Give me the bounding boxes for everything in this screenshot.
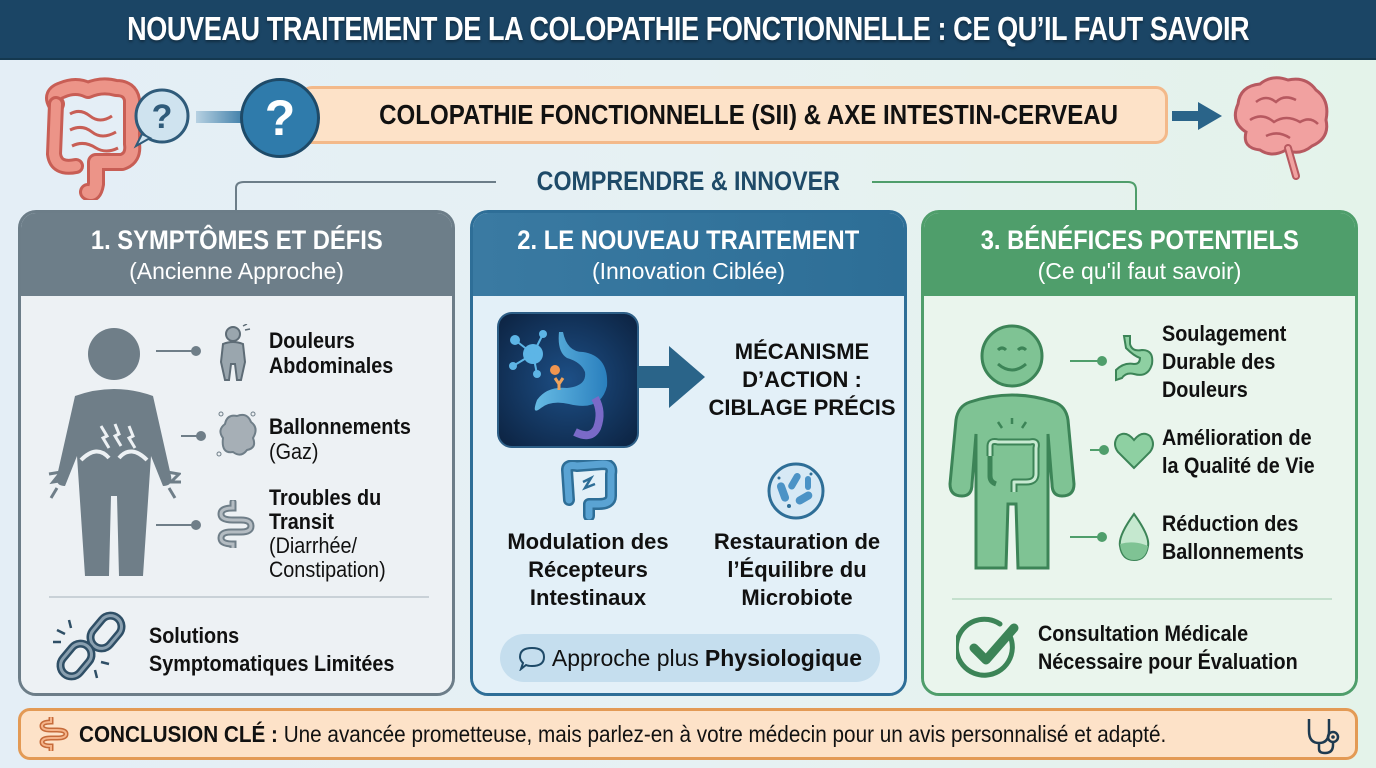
panel-symptoms [18,210,455,696]
conclusion-banner [18,708,1358,760]
microbiota-restoration: Restauration de l’Équilibre du Microbiote [713,529,881,610]
symptom-bloating: Ballonnements (Gaz) [269,414,411,464]
panel-new-treatment [470,210,907,696]
panel-subtitle: (Ce qu'il faut savoir) [1037,257,1242,284]
title-bar [0,0,1376,60]
page-title: NOUVEAU TRAITEMENT DE LA COLOPATHIE FONCTIONNELLE : CE QU’IL FAUT SAVOIR [126,10,1250,47]
connector [156,524,196,526]
conclusion-label: CONCLUSION CLÉ : [79,720,278,747]
broken-chain-icon [51,610,133,682]
intestine-icon [217,500,257,548]
colon-receptor-icon [559,460,619,520]
question-connector [196,111,244,123]
panel-header [21,213,452,296]
microbiota-icon [765,460,827,522]
happy-person-icon [946,324,1078,570]
droplet-icon [1116,512,1152,562]
benefit-quality-of-life: Amélioration de la Qualité de Vie [1162,425,1315,478]
panel-body [21,296,452,693]
person-in-pain-icon [47,326,181,578]
section-subtitle: COMPRENDRE & INNOVER [536,166,840,196]
conclusion-text [79,721,1166,748]
svg-text:?: ? [151,98,173,136]
topic-banner [300,86,1168,144]
stomach-molecule-icon [497,312,639,448]
symptom-pain: Douleurs Abdominales [269,328,394,378]
mechanism-label: MÉCANISME D’ACTION : CIBLAGE PRÉCIS [708,339,896,420]
heart-icon [1112,428,1156,472]
speech-bubble-icon [518,645,546,671]
connector [1070,536,1102,538]
divider [952,598,1332,600]
benefit-bloating-reduction: Réduction des Ballonnements [1162,511,1304,564]
panel-title: 3. BÉNÉFICES POTENTIELS [980,224,1299,255]
receptor-modulation: Modulation des Récepteurs Intestinaux [507,529,669,610]
panel-subtitle: (Innovation Ciblée) [591,257,786,284]
panel-body [924,296,1355,693]
conclusion-message: Une avancée prometteuse, mais parlez-en à votre médecin pour un avis personnalisé et adapté. [283,720,1167,747]
symptom-transit: Troubles du Transit (Diarrhée/ Constipation) [269,485,386,582]
panel-benefits [921,210,1358,696]
connector [181,435,201,437]
stomach-icon [1112,334,1156,382]
limited-solutions: Solutions Symptomatiques Limitées [149,623,395,676]
panel-title: 2. LE NOUVEAU TRAITEMENT [517,224,860,255]
medical-consultation: Consultation Médicale Nécessaire pour Évaluation [1038,621,1298,674]
intestine-icon [39,717,69,751]
brain-icon [1226,72,1334,182]
divider [49,596,429,598]
panel-body [473,296,904,693]
benefit-relief: Soulagement Durable des Douleurs [1162,321,1287,402]
panel-header [473,213,904,296]
physiological-approach-note: Approche plus Physiologique [500,634,880,682]
connector [156,350,196,352]
panel-title: 1. SYMPTÔMES ET DÉFIS [90,224,383,255]
connector [1070,360,1102,362]
arrow-right-icon [1172,100,1224,132]
stethoscope-icon [1305,717,1341,755]
arrow-right-icon [637,342,707,412]
panel-header [924,213,1355,296]
panel-subtitle: (Ancienne Approche) [129,257,344,284]
check-circle-icon [956,614,1022,680]
gas-cloud-icon [215,408,259,462]
question-circle-icon: ? [240,78,320,158]
question-bubble-icon [128,86,194,152]
topic-text: COLOPATHIE FONCTIONNELLE (SII) & AXE INTESTIN-CERVEAU [379,99,1119,130]
abdominal-pain-icon [217,324,251,382]
connector [1090,449,1104,451]
